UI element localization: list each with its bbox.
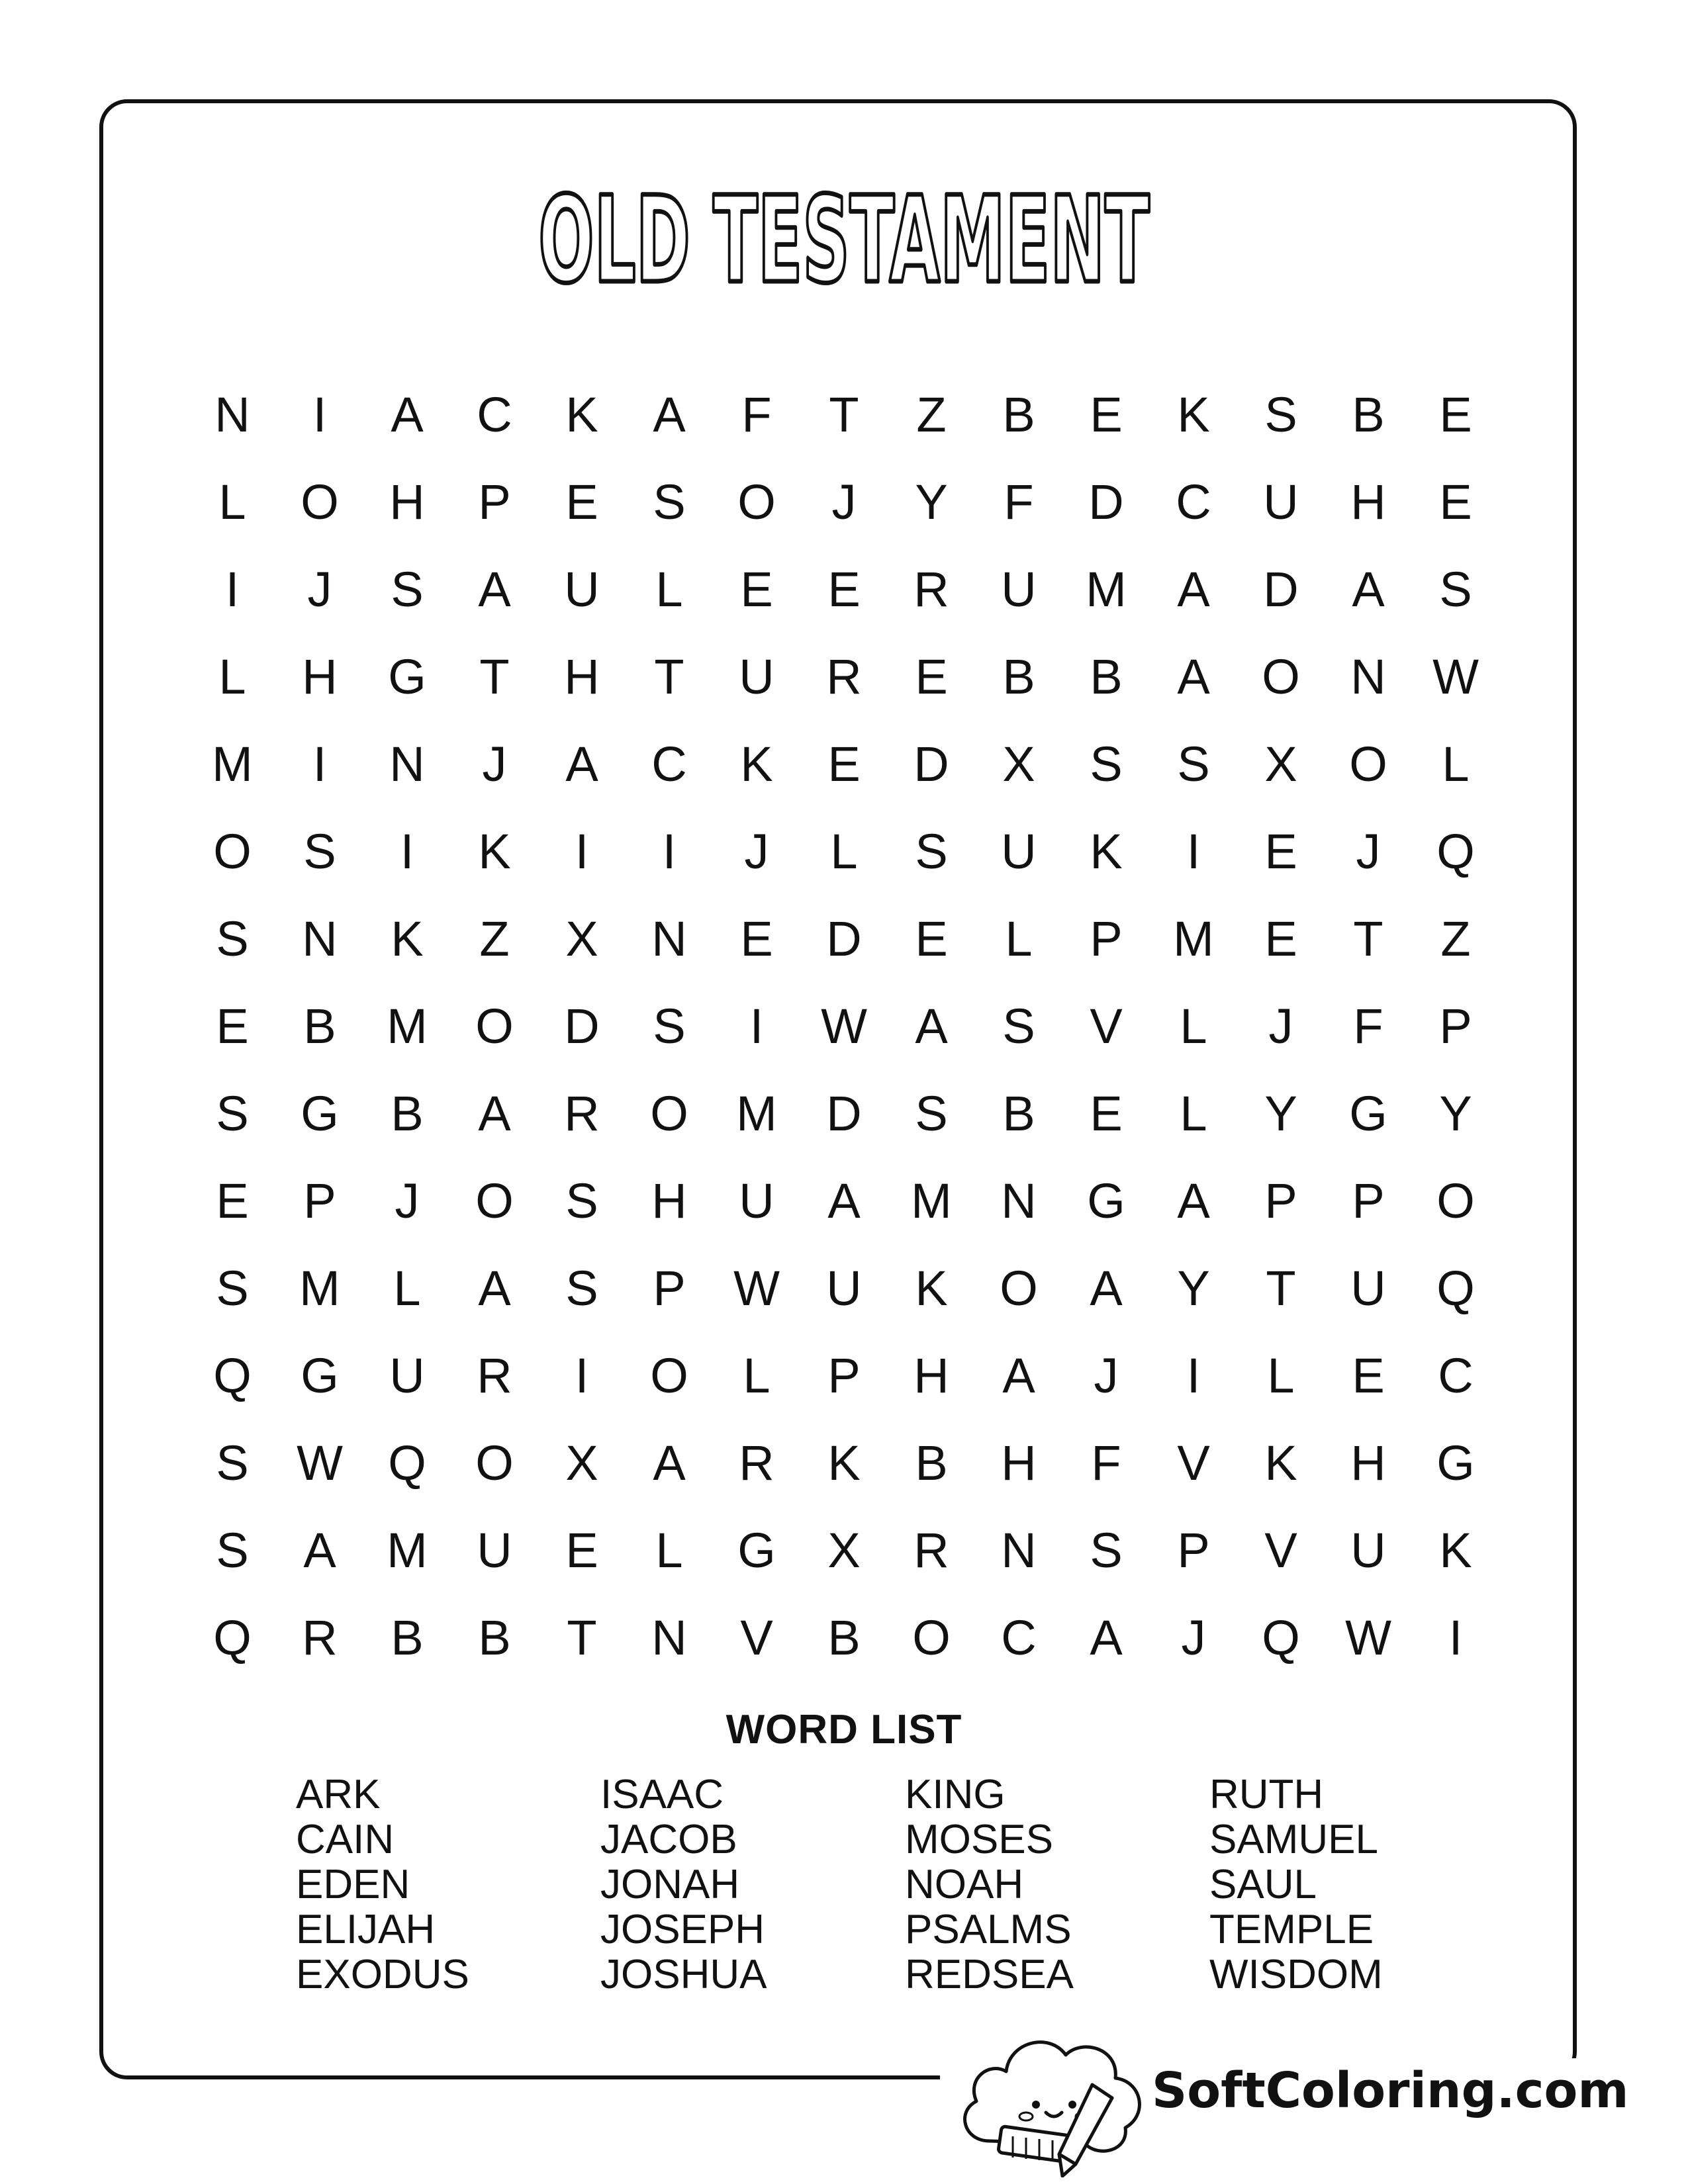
grid-cell[interactable]: K bbox=[565, 387, 598, 442]
grid-cell[interactable]: A bbox=[1177, 561, 1210, 617]
grid-cell[interactable]: J bbox=[744, 823, 769, 879]
word-list-item: ISAAC bbox=[600, 1772, 724, 1817]
grid-cell[interactable]: Y bbox=[1177, 1260, 1210, 1316]
grid-cell[interactable]: B bbox=[391, 1610, 424, 1665]
grid-cell[interactable]: H bbox=[914, 1347, 949, 1403]
grid-cell[interactable]: A bbox=[565, 736, 598, 792]
grid-cell[interactable]: E bbox=[1264, 911, 1297, 966]
grid-cell[interactable]: F bbox=[1004, 474, 1034, 529]
grid-cell[interactable]: G bbox=[301, 1347, 339, 1403]
grid-cell[interactable]: A bbox=[303, 1522, 336, 1578]
grid-cell[interactable]: Y bbox=[915, 474, 948, 529]
word-list-item: ARK bbox=[296, 1772, 381, 1817]
grid-cell[interactable]: W bbox=[733, 1260, 780, 1316]
grid-cell[interactable]: O bbox=[1262, 649, 1300, 704]
grid-cell[interactable]: R bbox=[477, 1347, 512, 1403]
grid-cell[interactable]: M bbox=[299, 1260, 340, 1316]
grid-cell[interactable]: I bbox=[1186, 1347, 1201, 1403]
grid-cell[interactable]: K bbox=[1090, 823, 1123, 879]
grid-cell[interactable]: G bbox=[388, 649, 426, 704]
grid-cell[interactable]: B bbox=[827, 1610, 861, 1665]
grid-cell[interactable]: L bbox=[1005, 911, 1033, 966]
grid-cell[interactable]: U bbox=[1350, 1522, 1386, 1578]
grid-cell[interactable]: B bbox=[1002, 387, 1035, 442]
grid-cell[interactable]: W bbox=[821, 998, 867, 1054]
grid-cell[interactable]: V bbox=[1264, 1522, 1297, 1578]
grid-cell[interactable]: Y bbox=[1439, 1085, 1472, 1141]
grid-cell[interactable]: D bbox=[1088, 474, 1124, 529]
grid-cell[interactable]: R bbox=[914, 1522, 949, 1578]
cloud-pencil-mascot-icon bbox=[950, 1999, 1162, 2177]
grid-cell[interactable]: M bbox=[387, 1522, 428, 1578]
grid-cell[interactable]: U bbox=[564, 561, 600, 617]
grid-cell[interactable]: P bbox=[827, 1347, 861, 1403]
grid-cell[interactable]: E bbox=[915, 649, 948, 704]
word-list-item: JOSEPH bbox=[600, 1907, 765, 1952]
grid-cell[interactable]: E bbox=[1090, 1085, 1123, 1141]
grid-cell[interactable]: R bbox=[914, 561, 949, 617]
grid-cell[interactable]: A bbox=[1177, 1173, 1210, 1228]
grid-cell[interactable]: L bbox=[655, 1522, 683, 1578]
grid-cell[interactable]: R bbox=[739, 1435, 774, 1490]
grid-cell[interactable]: F bbox=[1091, 1435, 1121, 1490]
word-list-item: JOSHUA bbox=[600, 1952, 767, 1997]
word-list-item: ELIJAH bbox=[296, 1907, 436, 1952]
grid-cell[interactable]: O bbox=[737, 474, 776, 529]
grid-cell[interactable]: U bbox=[826, 1260, 862, 1316]
grid-cell[interactable]: S bbox=[565, 1173, 598, 1228]
grid-cell[interactable]: N bbox=[1350, 649, 1386, 704]
grid-cell[interactable]: H bbox=[564, 649, 600, 704]
grid-cell[interactable]: Q bbox=[213, 1347, 252, 1403]
grid-cell[interactable]: S bbox=[1439, 561, 1472, 617]
grid-cell[interactable]: P bbox=[303, 1173, 336, 1228]
grid-cell[interactable]: L bbox=[1442, 736, 1470, 792]
word-list-column bbox=[905, 1772, 1074, 1997]
grid-cell[interactable]: R bbox=[302, 1610, 338, 1665]
grid-cell[interactable]: C bbox=[1001, 1610, 1037, 1665]
grid-cell[interactable]: A bbox=[827, 1173, 861, 1228]
grid-cell[interactable]: X bbox=[1002, 736, 1035, 792]
title-text: OLD TESTAMENT bbox=[538, 171, 1150, 310]
grid-cell[interactable]: J bbox=[831, 474, 857, 529]
grid-cell[interactable]: U bbox=[1263, 474, 1299, 529]
grid-cell[interactable]: M bbox=[736, 1085, 777, 1141]
grid-cell[interactable]: G bbox=[737, 1522, 776, 1578]
grid-cell[interactable]: T bbox=[829, 387, 859, 442]
grid-cell[interactable]: S bbox=[915, 1085, 948, 1141]
grid-cell[interactable]: D bbox=[564, 998, 600, 1054]
grid-cell[interactable]: M bbox=[1086, 561, 1127, 617]
grid-cell[interactable]: I bbox=[575, 1347, 589, 1403]
grid-cell[interactable]: V bbox=[740, 1610, 773, 1665]
grid-cell[interactable]: Q bbox=[1436, 823, 1475, 879]
grid-cell[interactable]: T bbox=[479, 649, 510, 704]
grid-cell[interactable]: A bbox=[1090, 1260, 1123, 1316]
grid-cell[interactable]: L bbox=[218, 474, 246, 529]
grid-cell[interactable]: E bbox=[565, 1522, 598, 1578]
grid-cell[interactable]: K bbox=[915, 1260, 948, 1316]
grid-cell[interactable]: P bbox=[1352, 1173, 1385, 1228]
grid-cell[interactable]: H bbox=[302, 649, 338, 704]
grid-cell[interactable]: H bbox=[1350, 474, 1386, 529]
grid-cell[interactable]: E bbox=[216, 998, 249, 1054]
grid-cell[interactable]: P bbox=[1177, 1522, 1210, 1578]
grid-cell[interactable]: O bbox=[650, 1347, 688, 1403]
grid-cell[interactable]: B bbox=[1352, 387, 1385, 442]
grid-cell[interactable]: D bbox=[826, 1085, 862, 1141]
grid-cell[interactable]: Z bbox=[1440, 911, 1471, 966]
grid-cell[interactable]: X bbox=[565, 911, 598, 966]
grid-cell[interactable]: V bbox=[1177, 1435, 1210, 1490]
grid-cell[interactable]: D bbox=[914, 736, 949, 792]
grid-cell[interactable]: A bbox=[1090, 1610, 1123, 1665]
grid-cell[interactable]: H bbox=[651, 1173, 687, 1228]
grid-cell[interactable]: A bbox=[1352, 561, 1385, 617]
word-list-item: PSALMS bbox=[905, 1907, 1072, 1952]
grid-cell[interactable]: B bbox=[478, 1610, 511, 1665]
grid-cell[interactable]: U bbox=[1350, 1260, 1386, 1316]
word-list-item: SAUL bbox=[1209, 1862, 1317, 1907]
grid-cell[interactable]: B bbox=[1090, 649, 1123, 704]
grid-cell[interactable]: U bbox=[1001, 561, 1037, 617]
grid-cell[interactable]: B bbox=[391, 1085, 424, 1141]
grid-cell[interactable]: O bbox=[301, 474, 339, 529]
word-list-item: EXODUS bbox=[296, 1952, 469, 1997]
grid-cell[interactable]: C bbox=[477, 387, 512, 442]
word-list-item: NOAH bbox=[905, 1862, 1024, 1907]
grid-cell[interactable]: P bbox=[1090, 911, 1123, 966]
word-search-grid bbox=[189, 371, 1499, 1681]
grid-cell[interactable]: L bbox=[1267, 1347, 1295, 1403]
grid-cell[interactable]: H bbox=[1350, 1435, 1386, 1490]
grid-cell[interactable]: B bbox=[1002, 1085, 1035, 1141]
grid-cell[interactable]: E bbox=[740, 561, 773, 617]
grid-cell[interactable]: O bbox=[475, 998, 514, 1054]
grid-cell[interactable]: O bbox=[1000, 1260, 1038, 1316]
grid-cell[interactable]: E bbox=[565, 474, 598, 529]
grid-cell[interactable]: E bbox=[915, 911, 948, 966]
grid-cell[interactable]: A bbox=[478, 1085, 511, 1141]
grid-cell[interactable]: S bbox=[565, 1260, 598, 1316]
grid-cell[interactable]: N bbox=[214, 387, 250, 442]
grid-cell[interactable]: M bbox=[212, 736, 253, 792]
grid-cell[interactable]: L bbox=[655, 561, 683, 617]
grid-cell[interactable]: X bbox=[827, 1522, 861, 1578]
grid-cell[interactable]: V bbox=[1090, 998, 1123, 1054]
grid-cell[interactable]: S bbox=[216, 1260, 249, 1316]
grid-cell[interactable]: S bbox=[1264, 387, 1297, 442]
grid-cell[interactable]: E bbox=[1264, 823, 1297, 879]
grid-cell[interactable]: L bbox=[830, 823, 858, 879]
grid-cell[interactable]: B bbox=[1002, 649, 1035, 704]
grid-cell[interactable]: S bbox=[653, 998, 686, 1054]
grid-cell[interactable]: N bbox=[302, 911, 338, 966]
grid-cell[interactable]: Q bbox=[1436, 1260, 1475, 1316]
grid-cell[interactable]: Q bbox=[213, 1610, 252, 1665]
grid-cell[interactable]: I bbox=[575, 823, 589, 879]
word-list-item: SAMUEL bbox=[1209, 1817, 1378, 1862]
grid-cell[interactable]: E bbox=[1439, 474, 1472, 529]
grid-cell[interactable]: X bbox=[1264, 736, 1297, 792]
word-list-item: TEMPLE bbox=[1209, 1907, 1374, 1952]
grid-cell[interactable]: I bbox=[1448, 1610, 1463, 1665]
grid-cell[interactable]: S bbox=[653, 474, 686, 529]
word-list-item: KING bbox=[905, 1772, 1006, 1817]
grid-cell[interactable]: O bbox=[650, 1085, 688, 1141]
grid-cell[interactable]: L bbox=[218, 649, 246, 704]
grid-cell[interactable]: U bbox=[739, 1173, 774, 1228]
grid-cell[interactable]: L bbox=[743, 1347, 771, 1403]
grid-cell[interactable]: S bbox=[915, 823, 948, 879]
grid-cell[interactable]: G bbox=[1436, 1435, 1475, 1490]
grid-cell[interactable]: S bbox=[303, 823, 336, 879]
grid-cell[interactable]: J bbox=[1094, 1347, 1119, 1403]
grid-cell[interactable]: H bbox=[1001, 1435, 1037, 1490]
grid-cell[interactable]: I bbox=[1186, 823, 1201, 879]
grid-cell[interactable]: J bbox=[395, 1173, 420, 1228]
grid-cell[interactable]: P bbox=[653, 1260, 686, 1316]
grid-cell[interactable]: S bbox=[216, 1522, 249, 1578]
grid-cell[interactable]: F bbox=[1353, 998, 1383, 1054]
grid-cell[interactable]: K bbox=[1439, 1522, 1472, 1578]
grid-cell[interactable]: S bbox=[1090, 1522, 1123, 1578]
word-list-item: MOSES bbox=[905, 1817, 1053, 1862]
word-list-title: WORD LIST bbox=[726, 1707, 962, 1752]
grid-cell[interactable]: W bbox=[1432, 649, 1479, 704]
grid-cell[interactable]: X bbox=[565, 1435, 598, 1490]
grid-cell[interactable]: P bbox=[1264, 1173, 1297, 1228]
grid-cell[interactable]: Q bbox=[388, 1435, 426, 1490]
grid-cell[interactable]: B bbox=[303, 998, 336, 1054]
grid-cell[interactable]: O bbox=[1436, 1173, 1475, 1228]
grid-cell[interactable]: T bbox=[1266, 1260, 1296, 1316]
grid-cell[interactable]: O bbox=[475, 1173, 514, 1228]
grid-cell[interactable]: K bbox=[478, 823, 511, 879]
grid-cell[interactable]: N bbox=[389, 736, 425, 792]
grid-cell[interactable]: S bbox=[1002, 998, 1035, 1054]
grid-cell[interactable]: Q bbox=[1262, 1610, 1300, 1665]
page-title bbox=[0, 149, 1688, 321]
grid-cell[interactable]: M bbox=[911, 1173, 952, 1228]
grid-cell[interactable]: E bbox=[827, 736, 861, 792]
grid-cell[interactable]: J bbox=[1356, 823, 1381, 879]
grid-cell[interactable]: G bbox=[1087, 1173, 1125, 1228]
grid-cell[interactable]: A bbox=[478, 1260, 511, 1316]
grid-cell[interactable]: L bbox=[393, 1260, 421, 1316]
grid-cell[interactable]: E bbox=[216, 1173, 249, 1228]
word-list-item: EDEN bbox=[296, 1862, 410, 1907]
grid-cell[interactable]: E bbox=[827, 561, 861, 617]
grid-cell[interactable]: J bbox=[307, 561, 332, 617]
word-list-item: WISDOM bbox=[1209, 1952, 1383, 1997]
grid-cell[interactable]: M bbox=[387, 998, 428, 1054]
grid-cell[interactable]: U bbox=[739, 649, 774, 704]
grid-cell[interactable]: C bbox=[1438, 1347, 1474, 1403]
grid-cell[interactable]: M bbox=[1173, 911, 1214, 966]
grid-cell[interactable]: A bbox=[391, 387, 424, 442]
grid-cell[interactable]: S bbox=[216, 1435, 249, 1490]
grid-cell[interactable]: J bbox=[1181, 1610, 1206, 1665]
grid-cell[interactable]: H bbox=[389, 474, 425, 529]
grid-cell[interactable]: A bbox=[915, 998, 948, 1054]
word-list bbox=[296, 1772, 1421, 1997]
word-list-item: RUTH bbox=[1209, 1772, 1324, 1817]
grid-cell[interactable]: E bbox=[740, 911, 773, 966]
grid-cell[interactable]: E bbox=[1439, 387, 1472, 442]
grid-cell[interactable]: O bbox=[213, 823, 252, 879]
grid-cell[interactable]: T bbox=[567, 1610, 597, 1665]
grid-cell[interactable]: N bbox=[651, 1610, 687, 1665]
grid-cell[interactable]: D bbox=[1263, 561, 1299, 617]
grid-cell[interactable]: I bbox=[662, 823, 677, 879]
word-list-column bbox=[600, 1772, 767, 1997]
grid-cell[interactable]: W bbox=[1345, 1610, 1391, 1665]
grid-cell[interactable]: J bbox=[1268, 998, 1293, 1054]
grid-cell[interactable]: O bbox=[1349, 736, 1387, 792]
grid-cell[interactable]: A bbox=[1002, 1347, 1035, 1403]
grid-cell[interactable]: N bbox=[651, 911, 687, 966]
grid-cell[interactable]: U bbox=[389, 1347, 425, 1403]
grid-cell[interactable]: G bbox=[1349, 1085, 1387, 1141]
grid-cell[interactable]: S bbox=[1090, 736, 1123, 792]
grid-cell[interactable]: T bbox=[654, 649, 684, 704]
word-list-item: JONAH bbox=[600, 1862, 740, 1907]
grid-cell[interactable]: I bbox=[400, 823, 414, 879]
grid-cell[interactable]: I bbox=[749, 998, 764, 1054]
grid-cell[interactable]: N bbox=[1001, 1173, 1037, 1228]
grid-cell[interactable]: P bbox=[1439, 998, 1472, 1054]
grid-cell[interactable]: I bbox=[225, 561, 240, 617]
grid-cell[interactable]: A bbox=[653, 1435, 686, 1490]
grid-cell[interactable]: K bbox=[1264, 1435, 1297, 1490]
grid-cell[interactable]: P bbox=[478, 474, 511, 529]
grid-cell[interactable]: O bbox=[912, 1610, 951, 1665]
grid-cell[interactable]: A bbox=[653, 387, 686, 442]
grid-cell[interactable]: A bbox=[1177, 649, 1210, 704]
grid-cell[interactable]: I bbox=[312, 387, 327, 442]
grid-cell[interactable]: S bbox=[216, 1085, 249, 1141]
grid-cell[interactable]: R bbox=[564, 1085, 600, 1141]
grid-cell[interactable]: F bbox=[741, 387, 772, 442]
grid-cell[interactable]: Y bbox=[1264, 1085, 1297, 1141]
word-list-item: CAIN bbox=[296, 1817, 395, 1862]
grid-cell[interactable]: E bbox=[1090, 387, 1123, 442]
word-list-item: JACOB bbox=[600, 1817, 737, 1862]
grid-cell[interactable]: I bbox=[312, 736, 327, 792]
grid-cell[interactable]: Z bbox=[479, 911, 510, 966]
grid-cell[interactable]: S bbox=[1177, 736, 1210, 792]
grid-cell[interactable]: W bbox=[297, 1435, 343, 1490]
grid-cell[interactable]: A bbox=[478, 561, 511, 617]
grid-cell[interactable]: S bbox=[391, 561, 424, 617]
grid-cell[interactable]: E bbox=[1352, 1347, 1385, 1403]
grid-cell[interactable]: C bbox=[651, 736, 687, 792]
grid-cell[interactable]: K bbox=[740, 736, 773, 792]
grid-cell[interactable]: D bbox=[826, 911, 862, 966]
grid-cell[interactable]: R bbox=[826, 649, 862, 704]
grid-cell[interactable]: S bbox=[216, 911, 249, 966]
word-list-column bbox=[1209, 1772, 1383, 1997]
grid-cell[interactable]: O bbox=[475, 1435, 514, 1490]
grid-cell[interactable]: K bbox=[1177, 387, 1210, 442]
word-list-item: REDSEA bbox=[905, 1952, 1074, 1997]
grid-cell[interactable]: L bbox=[1180, 998, 1207, 1054]
grid-cell[interactable]: U bbox=[477, 1522, 512, 1578]
grid-cell[interactable]: K bbox=[827, 1435, 861, 1490]
grid-cell[interactable]: T bbox=[1353, 911, 1383, 966]
grid-cell[interactable]: N bbox=[1001, 1522, 1037, 1578]
word-list-column bbox=[296, 1772, 469, 1997]
grid-cell[interactable]: B bbox=[915, 1435, 948, 1490]
grid-cell[interactable]: C bbox=[1176, 474, 1211, 529]
grid-cell[interactable]: K bbox=[391, 911, 424, 966]
grid-cell[interactable]: J bbox=[482, 736, 507, 792]
grid-cell[interactable]: L bbox=[1180, 1085, 1207, 1141]
brand-site-name: SoftColoring.com bbox=[1152, 2058, 1589, 2123]
grid-cell[interactable]: G bbox=[301, 1085, 339, 1141]
grid-cell[interactable]: U bbox=[1001, 823, 1037, 879]
grid-cell[interactable]: Z bbox=[916, 387, 947, 442]
